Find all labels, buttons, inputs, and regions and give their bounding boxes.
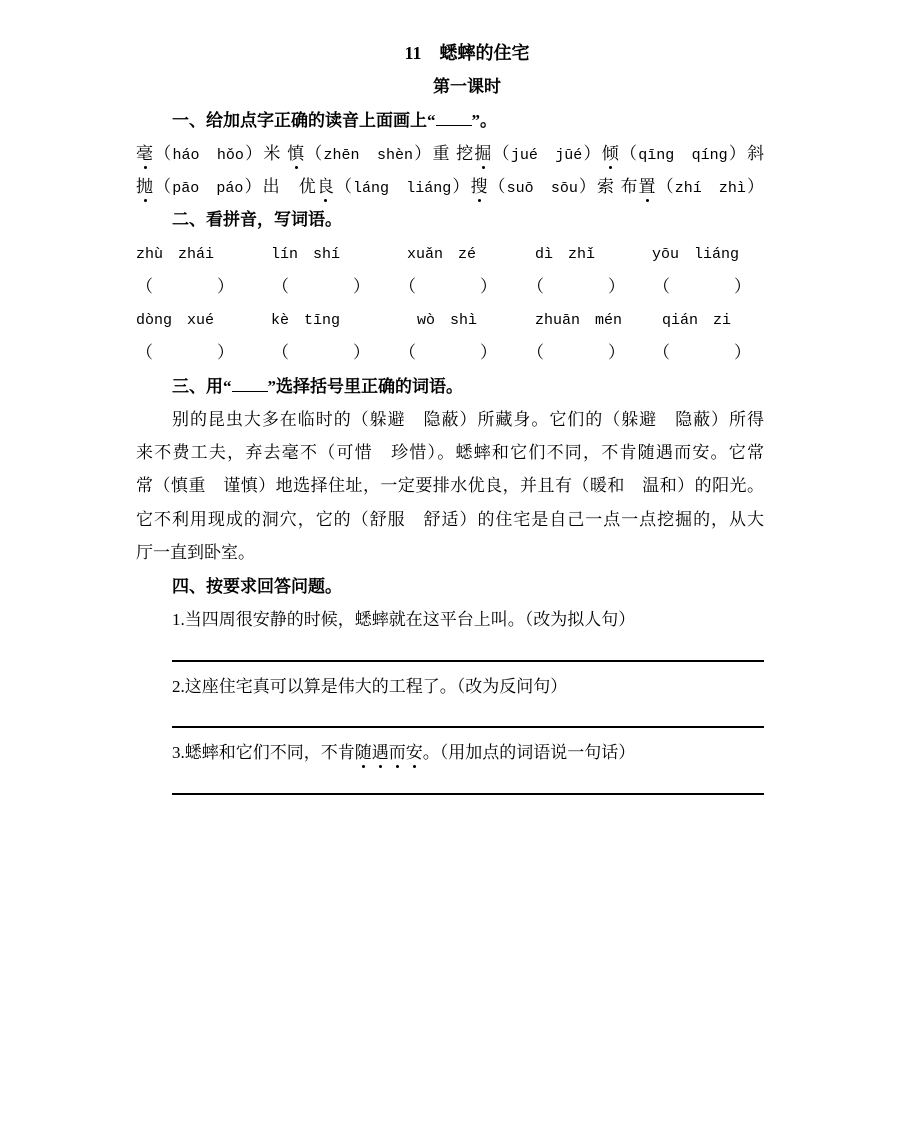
pinyin-row-2: [136, 304, 776, 337]
text-segment: （: [334, 177, 354, 196]
lesson-title: [170, 37, 764, 70]
text-segment: （: [154, 177, 173, 196]
text-segment: （: [656, 177, 675, 196]
dotted-character: 安: [405, 743, 423, 762]
pinyin-options: láng liáng: [353, 180, 452, 197]
text-segment: ）索 布: [577, 177, 639, 196]
dotted-character: 搜: [470, 177, 489, 196]
text-segment: 。（用加点的词语说一句话）: [422, 743, 636, 762]
text-segment: （: [488, 177, 507, 196]
passage-line: 来不费工夫，弃去毫不（可惜 珍惜）。蟋蟀和它们不同，不肯随遇而安。它常: [136, 443, 764, 462]
pinyin-word: qián zi: [662, 312, 732, 329]
pinyin-options: pāo páo: [172, 180, 244, 197]
text-segment: 2.这座住宅真可以算是伟大的工程了。（改为反问句）: [172, 677, 568, 696]
bracket-close: ）: [480, 277, 497, 296]
bracket-close: ）: [353, 277, 370, 296]
pinyin-word: dòng xué: [136, 312, 215, 329]
text-segment: ）重 挖: [413, 144, 475, 163]
section-1-heading-end: ”。: [471, 111, 497, 130]
bracket-close: ）: [734, 277, 751, 296]
pinyin-options: zhēn shèn: [323, 147, 413, 164]
pronunciation-line-1: [136, 137, 764, 170]
pinyin-options: jué jūé: [510, 147, 583, 164]
text-segment: （: [492, 144, 511, 163]
pinyin-word: zhuān mén: [535, 312, 623, 329]
pinyin-word: xuǎn zé: [407, 246, 477, 263]
answer-line: [172, 793, 764, 795]
pinyin-word: dì zhǐ: [535, 246, 596, 263]
answer-box: [399, 336, 497, 369]
section-1-heading: [172, 104, 764, 137]
section-4-heading: 四、按要求回答问题。: [172, 577, 342, 596]
blank-underline: [232, 377, 268, 392]
dotted-character: 良: [316, 177, 335, 196]
pinyin-word: lín shí: [271, 246, 341, 263]
passage-line: 常（慎重 谨慎）地选择住址，一定要排水优良，并且有（暖和 温和）的阳光。: [136, 476, 764, 495]
answer-box: [136, 336, 234, 369]
answer-box: [527, 336, 625, 369]
pinyin-row-1: [136, 238, 776, 271]
answer-box: [399, 270, 497, 303]
lesson-number: 11: [404, 43, 422, 63]
dotted-character: 置: [638, 177, 657, 196]
answer-box: [527, 270, 625, 303]
dotted-character: 而: [388, 743, 406, 762]
pinyin-word: zhù zhái: [136, 246, 215, 263]
answer-box: [653, 270, 751, 303]
dotted-character: 倾: [601, 144, 620, 163]
pronunciation-line-2: [136, 170, 764, 203]
question-1: [172, 603, 764, 636]
section-1-heading-text: 一、给加点字正确的读音上面画上“: [172, 111, 436, 130]
bracket-open: （: [653, 343, 670, 362]
bracket-open: （: [399, 343, 416, 362]
bracket-close: ）: [608, 277, 625, 296]
dotted-character: 慎: [287, 144, 306, 163]
dotted-character: 掘: [474, 144, 493, 163]
pinyin-word: yōu liáng: [652, 246, 740, 263]
answer-box: [136, 270, 234, 303]
text-segment: ）: [582, 144, 602, 163]
answer-box: [653, 336, 751, 369]
blank-underline: [436, 111, 472, 126]
bracket-close: ）: [608, 343, 625, 362]
bracket-open: （: [527, 277, 544, 296]
pinyin-word: wò shì: [417, 312, 478, 329]
bracket-open: （: [272, 277, 289, 296]
text-segment: （: [305, 144, 324, 163]
answer-box-row-2: [136, 336, 776, 369]
bracket-close: ）: [734, 343, 751, 362]
bracket-open: （: [399, 277, 416, 296]
section-2-heading: 二、看拼音，写词语。: [172, 210, 342, 229]
bracket-close: ）: [217, 343, 234, 362]
section-3-heading: [172, 370, 764, 403]
answer-box: [272, 270, 370, 303]
bracket-open: （: [527, 343, 544, 362]
bracket-open: （: [653, 277, 670, 296]
dotted-character: 遇: [371, 743, 389, 762]
dotted-character: 毫: [136, 144, 155, 163]
answer-line: [172, 726, 764, 728]
text-segment: 3.蟋蟀和它们不同，不肯: [172, 743, 355, 762]
pinyin-options: suō sōu: [506, 180, 578, 197]
section-3-heading-end: ”选择括号里正确的词语。: [267, 377, 463, 396]
dotted-character: 随: [354, 743, 372, 762]
lesson-name: 蟋蟀的住宅: [439, 43, 530, 63]
text-segment: （: [154, 144, 173, 163]
answer-box: [272, 336, 370, 369]
dotted-character: 抛: [136, 177, 155, 196]
bracket-close: ）: [353, 343, 370, 362]
text-segment: （: [619, 144, 639, 163]
bracket-open: （: [272, 343, 289, 362]
passage-line: 它不利用现成的洞穴，它的（舒服 舒适）的住宅是自己一点一点挖掘的，从大: [136, 510, 764, 529]
bracket-open: （: [136, 277, 153, 296]
pinyin-options: zhí zhì: [674, 180, 746, 197]
pinyin-options: háo hǒo: [172, 147, 244, 164]
text-segment: ）米: [243, 144, 288, 163]
text-segment: ）斜: [727, 144, 765, 163]
section-3-heading-text: 三、用“: [172, 377, 232, 396]
text-segment: ）出 优: [243, 177, 317, 196]
bracket-open: （: [136, 343, 153, 362]
bracket-close: ）: [217, 277, 234, 296]
text-segment: 1.当四周很安静的时候，蟋蟀就在这平台上叫。（改为拟人句）: [172, 610, 636, 629]
text-segment: ）: [745, 177, 765, 196]
passage-line: 厅一直到卧室。: [136, 543, 255, 562]
text-segment: ）: [451, 177, 471, 196]
passage-line: 别的昆虫大多在临时的（躲避 隐蔽）所藏身。它们的（躲避 隐蔽）所得: [172, 410, 764, 429]
pinyin-options: qīng qíng: [638, 147, 728, 164]
question-2: [172, 670, 764, 703]
bracket-close: ）: [480, 343, 497, 362]
pinyin-word: kè tīng: [271, 312, 341, 329]
question-3: [172, 736, 764, 769]
answer-box-row-1: [136, 270, 776, 303]
answer-line: [172, 660, 764, 662]
lesson-subtitle: 第一课时: [433, 77, 501, 96]
